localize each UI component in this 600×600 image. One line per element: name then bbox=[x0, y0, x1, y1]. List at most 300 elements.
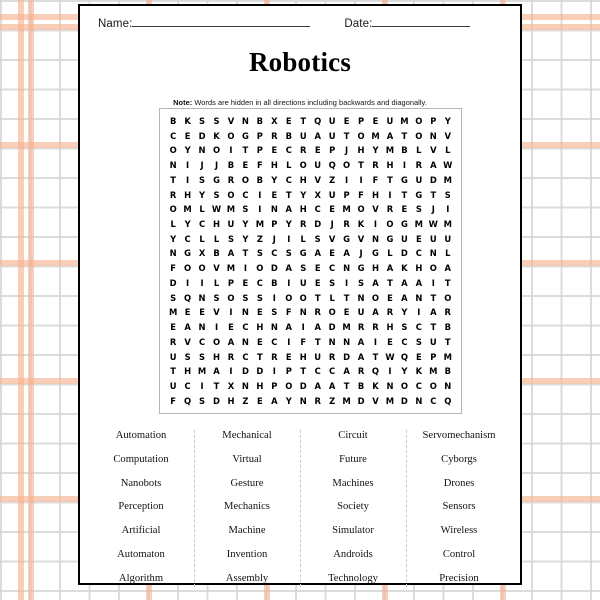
grid-letter[interactable]: Y bbox=[444, 116, 451, 126]
grid-letter[interactable]: R bbox=[169, 336, 177, 347]
grid-letter[interactable]: Q bbox=[400, 351, 408, 362]
grid-letter[interactable]: J bbox=[345, 145, 349, 156]
grid-letter[interactable]: I bbox=[214, 322, 219, 333]
grid-letter[interactable]: A bbox=[386, 130, 394, 141]
grid-letter[interactable]: W bbox=[385, 351, 395, 362]
grid-letter[interactable]: B bbox=[213, 248, 220, 259]
grid-letter[interactable]: E bbox=[228, 322, 234, 333]
grid-letter[interactable]: V bbox=[357, 233, 365, 244]
grid-letter[interactable]: N bbox=[343, 336, 351, 347]
grid-letter[interactable]: V bbox=[444, 130, 451, 141]
grid-letter[interactable]: E bbox=[329, 248, 335, 259]
grid-letter[interactable]: A bbox=[401, 292, 408, 303]
grid-letter[interactable]: O bbox=[357, 204, 365, 215]
grid-letter[interactable]: P bbox=[430, 351, 437, 362]
grid-letter[interactable]: D bbox=[400, 248, 408, 259]
grid-letter[interactable]: Q bbox=[184, 292, 192, 303]
grid-letter[interactable]: E bbox=[170, 322, 177, 333]
grid-letter[interactable]: N bbox=[270, 204, 278, 215]
grid-letter[interactable]: D bbox=[213, 395, 220, 406]
grid-letter[interactable]: V bbox=[227, 116, 235, 126]
grid-letter[interactable]: M bbox=[197, 366, 207, 377]
grid-letter[interactable]: P bbox=[285, 366, 292, 377]
grid-letter[interactable]: E bbox=[184, 130, 191, 141]
word-list-item[interactable]: Cyborgs bbox=[441, 453, 477, 465]
grid-letter[interactable]: B bbox=[271, 277, 278, 288]
grid-letter[interactable]: O bbox=[429, 263, 437, 274]
grid-letter[interactable]: C bbox=[329, 366, 336, 377]
grid-letter[interactable]: I bbox=[417, 307, 421, 318]
grid-letter[interactable]: G bbox=[241, 130, 249, 141]
grid-letter[interactable]: U bbox=[328, 130, 336, 141]
grid-letter[interactable]: G bbox=[299, 248, 307, 259]
grid-letter[interactable]: I bbox=[272, 292, 276, 303]
grid-letter[interactable]: Y bbox=[300, 189, 307, 200]
grid-letter[interactable]: D bbox=[256, 366, 264, 377]
grid-letter[interactable]: I bbox=[345, 174, 349, 185]
grid-letter[interactable]: O bbox=[285, 380, 293, 391]
word-list-item[interactable]: Society bbox=[337, 501, 369, 513]
grid-letter[interactable]: S bbox=[213, 116, 220, 126]
grid-letter[interactable]: Y bbox=[372, 145, 379, 156]
grid-letter[interactable]: O bbox=[415, 130, 423, 141]
grid-letter[interactable]: S bbox=[415, 204, 422, 215]
grid-letter[interactable]: M bbox=[400, 116, 409, 126]
grid-letter[interactable]: F bbox=[300, 336, 307, 347]
word-list-item[interactable]: Sensors bbox=[442, 501, 476, 513]
grid-letter[interactable]: T bbox=[430, 322, 437, 333]
grid-letter[interactable]: G bbox=[415, 189, 423, 200]
grid-letter[interactable]: Y bbox=[285, 219, 292, 230]
grid-letter[interactable]: N bbox=[241, 380, 249, 391]
grid-letter[interactable]: V bbox=[430, 145, 437, 156]
grid-letter[interactable]: I bbox=[272, 366, 276, 377]
grid-letter[interactable]: Y bbox=[242, 219, 249, 230]
grid-letter[interactable]: W bbox=[443, 160, 453, 171]
grid-letter[interactable]: I bbox=[345, 277, 349, 288]
grid-letter[interactable]: L bbox=[300, 233, 306, 244]
grid-letter[interactable]: T bbox=[444, 277, 451, 288]
grid-letter[interactable]: T bbox=[213, 380, 220, 391]
grid-letter[interactable]: M bbox=[342, 395, 351, 406]
grid-letter[interactable]: E bbox=[343, 116, 350, 126]
grid-letter[interactable]: O bbox=[299, 292, 307, 303]
grid-letter[interactable]: C bbox=[242, 351, 249, 362]
grid-letter[interactable]: L bbox=[199, 233, 205, 244]
grid-letter[interactable]: O bbox=[285, 292, 293, 303]
word-list-item[interactable]: Technology bbox=[328, 572, 378, 584]
grid-letter[interactable]: S bbox=[256, 248, 263, 259]
grid-letter[interactable]: B bbox=[256, 174, 264, 185]
word-list-item[interactable]: Perception bbox=[118, 501, 164, 513]
grid-letter[interactable]: A bbox=[213, 366, 220, 377]
grid-letter[interactable]: I bbox=[200, 380, 204, 391]
grid-letter[interactable]: A bbox=[271, 395, 278, 406]
word-list-item[interactable]: Wireless bbox=[440, 525, 478, 537]
word-list-item[interactable]: Simulator bbox=[332, 525, 374, 537]
grid-letter[interactable]: R bbox=[444, 307, 451, 318]
grid-letter[interactable]: A bbox=[415, 277, 423, 288]
grid-letter[interactable]: N bbox=[371, 233, 379, 244]
grid-letter[interactable]: I bbox=[373, 336, 378, 347]
grid-letter[interactable]: H bbox=[213, 219, 221, 230]
grid-letter[interactable]: N bbox=[270, 322, 278, 333]
grid-letter[interactable]: V bbox=[328, 233, 336, 244]
word-list-item[interactable]: Mechanical bbox=[222, 430, 272, 441]
grid-letter[interactable]: V bbox=[213, 263, 220, 274]
grid-letter[interactable]: T bbox=[387, 277, 393, 288]
date-input-rule[interactable] bbox=[372, 16, 470, 27]
grid-letter[interactable]: G bbox=[357, 263, 365, 274]
grid-letter[interactable]: Z bbox=[329, 174, 336, 185]
grid-letter[interactable]: R bbox=[372, 160, 379, 171]
grid-letter[interactable]: A bbox=[314, 322, 321, 333]
grid-letter[interactable]: A bbox=[227, 248, 235, 259]
grid-letter[interactable]: T bbox=[242, 145, 249, 156]
grid-letter[interactable]: C bbox=[285, 145, 292, 156]
grid-letter[interactable]: C bbox=[170, 130, 177, 141]
grid-letter[interactable]: I bbox=[229, 307, 233, 318]
grid-letter[interactable]: I bbox=[287, 336, 291, 347]
grid-letter[interactable]: H bbox=[184, 189, 192, 200]
grid-letter[interactable]: I bbox=[301, 322, 305, 333]
grid-letter[interactable]: S bbox=[213, 292, 220, 303]
grid-letter[interactable]: U bbox=[169, 380, 177, 391]
grid-letter[interactable]: Y bbox=[184, 145, 191, 156]
grid-letter[interactable]: X bbox=[198, 248, 206, 259]
grid-letter[interactable]: J bbox=[359, 248, 363, 259]
grid-letter[interactable]: I bbox=[431, 277, 435, 288]
grid-letter[interactable]: M bbox=[342, 204, 351, 215]
grid-letter[interactable]: H bbox=[270, 160, 278, 171]
grid-letter[interactable]: O bbox=[415, 116, 423, 126]
grid-letter[interactable]: H bbox=[227, 395, 235, 406]
grid-letter[interactable]: N bbox=[241, 336, 249, 347]
grid-letter[interactable]: O bbox=[429, 380, 437, 391]
word-list-item[interactable]: Invention bbox=[226, 548, 268, 560]
grid-letter[interactable]: N bbox=[444, 380, 452, 391]
grid-letter[interactable]: I bbox=[186, 277, 190, 288]
grid-letter[interactable]: I bbox=[287, 277, 291, 288]
grid-letter[interactable]: A bbox=[343, 366, 350, 377]
grid-letter[interactable]: U bbox=[386, 116, 394, 126]
grid-letter[interactable]: M bbox=[443, 219, 452, 230]
grid-letter[interactable]: G bbox=[213, 174, 220, 185]
grid-letter[interactable]: B bbox=[169, 116, 177, 126]
word-list-item[interactable]: Circuit bbox=[338, 430, 368, 441]
grid-letter[interactable]: S bbox=[199, 395, 206, 406]
grid-letter[interactable]: Y bbox=[401, 307, 408, 318]
grid-letter[interactable]: S bbox=[199, 116, 206, 126]
grid-letter[interactable]: R bbox=[314, 307, 321, 318]
grid-letter[interactable]: B bbox=[357, 380, 365, 391]
grid-letter[interactable]: Z bbox=[242, 395, 249, 406]
grid-letter[interactable]: E bbox=[415, 351, 422, 362]
grid-letter[interactable]: L bbox=[329, 292, 335, 303]
grid-letter[interactable]: E bbox=[257, 395, 263, 406]
grid-letter[interactable]: K bbox=[372, 380, 379, 391]
grid-letter[interactable]: E bbox=[184, 307, 191, 318]
grid-letter[interactable]: P bbox=[256, 130, 263, 141]
word-list-item[interactable]: Computation bbox=[113, 453, 169, 465]
grid-letter[interactable]: E bbox=[257, 336, 263, 347]
grid-letter[interactable]: O bbox=[357, 130, 365, 141]
grid-letter[interactable]: N bbox=[169, 248, 177, 259]
grid-letter[interactable]: I bbox=[373, 219, 378, 230]
grid-letter[interactable]: P bbox=[256, 145, 263, 156]
grid-letter[interactable]: F bbox=[170, 263, 177, 274]
grid-letter[interactable]: N bbox=[343, 263, 351, 274]
grid-letter[interactable]: T bbox=[343, 130, 350, 141]
grid-letter[interactable]: S bbox=[199, 174, 206, 185]
grid-letter[interactable]: O bbox=[400, 380, 408, 391]
grid-letter[interactable]: N bbox=[429, 130, 437, 141]
grid-letter[interactable]: U bbox=[314, 351, 322, 362]
grid-letter[interactable]: M bbox=[371, 130, 380, 141]
grid-letter[interactable]: A bbox=[285, 322, 293, 333]
grid-letter[interactable]: A bbox=[314, 248, 321, 259]
grid-letter[interactable]: I bbox=[229, 366, 233, 377]
grid-letter[interactable]: J bbox=[431, 204, 435, 215]
grid-letter[interactable]: R bbox=[169, 189, 177, 200]
grid-letter[interactable]: G bbox=[400, 219, 408, 230]
grid-letter[interactable]: B bbox=[285, 130, 292, 141]
grid-letter[interactable]: C bbox=[314, 204, 321, 215]
grid-letter[interactable]: G bbox=[184, 248, 192, 259]
grid-letter[interactable]: M bbox=[429, 366, 438, 377]
grid-letter[interactable]: E bbox=[271, 189, 278, 200]
grid-letter[interactable]: Y bbox=[285, 395, 292, 406]
grid-letter[interactable]: Q bbox=[314, 116, 322, 126]
grid-letter[interactable]: K bbox=[357, 219, 365, 230]
grid-letter[interactable]: C bbox=[314, 366, 321, 377]
word-list-item[interactable]: Algorithm bbox=[118, 572, 164, 584]
grid-letter[interactable]: T bbox=[372, 351, 379, 362]
grid-letter[interactable]: F bbox=[358, 189, 364, 200]
grid-letter[interactable]: J bbox=[214, 160, 219, 171]
grid-letter[interactable]: R bbox=[227, 174, 235, 185]
grid-letter[interactable]: T bbox=[358, 160, 364, 171]
grid-letter[interactable]: C bbox=[329, 263, 336, 274]
grid-letter[interactable]: T bbox=[401, 130, 408, 141]
grid-letter[interactable]: H bbox=[386, 322, 394, 333]
grid-letter[interactable]: T bbox=[170, 366, 176, 377]
grid-letter[interactable]: U bbox=[429, 336, 437, 347]
grid-letter[interactable]: N bbox=[299, 307, 307, 318]
grid-letter[interactable]: H bbox=[371, 189, 379, 200]
grid-letter[interactable]: C bbox=[415, 322, 422, 333]
grid-letter[interactable]: D bbox=[169, 277, 177, 288]
grid-letter[interactable]: Q bbox=[371, 366, 380, 377]
grid-letter[interactable]: I bbox=[287, 233, 291, 244]
grid-letter[interactable]: T bbox=[444, 336, 451, 347]
grid-letter[interactable]: A bbox=[430, 160, 437, 171]
grid-letter[interactable]: Y bbox=[271, 174, 278, 185]
grid-letter[interactable]: T bbox=[300, 366, 307, 377]
grid-letter[interactable]: I bbox=[200, 277, 204, 288]
grid-letter[interactable]: N bbox=[241, 307, 249, 318]
grid-letter[interactable]: G bbox=[386, 233, 394, 244]
grid-letter[interactable]: A bbox=[285, 263, 293, 274]
grid-letter[interactable]: B bbox=[227, 160, 235, 171]
grid-letter[interactable]: C bbox=[415, 248, 422, 259]
grid-letter[interactable]: R bbox=[227, 351, 235, 362]
grid-letter[interactable]: L bbox=[445, 248, 451, 259]
word-list-item[interactable]: Machine bbox=[228, 525, 266, 537]
grid-letter[interactable]: R bbox=[271, 351, 278, 362]
grid-letter[interactable]: L bbox=[213, 233, 220, 244]
grid-letter[interactable]: X bbox=[314, 189, 321, 200]
grid-letter[interactable]: Y bbox=[170, 233, 177, 244]
grid-letter[interactable]: C bbox=[271, 248, 278, 259]
grid-letter[interactable]: S bbox=[227, 233, 234, 244]
grid-letter[interactable]: A bbox=[357, 351, 365, 362]
grid-letter[interactable]: U bbox=[328, 189, 336, 200]
grid-letter[interactable]: E bbox=[387, 292, 393, 303]
grid-letter[interactable]: G bbox=[343, 233, 351, 244]
grid-letter[interactable]: E bbox=[257, 307, 263, 318]
grid-letter[interactable]: O bbox=[169, 204, 177, 215]
grid-letter[interactable]: S bbox=[415, 336, 422, 347]
grid-letter[interactable]: B bbox=[256, 116, 264, 126]
grid-letter[interactable]: S bbox=[329, 277, 336, 288]
grid-letter[interactable]: N bbox=[169, 160, 177, 171]
grid-letter[interactable]: N bbox=[198, 322, 206, 333]
word-list-item[interactable]: Gesture bbox=[230, 477, 264, 489]
grid-letter[interactable]: S bbox=[271, 307, 278, 318]
grid-letter[interactable]: S bbox=[213, 189, 220, 200]
word-list-item[interactable]: Automation bbox=[115, 430, 167, 441]
grid-letter[interactable]: E bbox=[285, 351, 292, 362]
grid-letter[interactable]: O bbox=[198, 263, 206, 274]
grid-letter[interactable]: P bbox=[271, 380, 278, 391]
grid-letter[interactable]: O bbox=[227, 292, 235, 303]
grid-letter[interactable]: I bbox=[359, 174, 363, 185]
grid-letter[interactable]: O bbox=[227, 189, 235, 200]
grid-letter[interactable]: Y bbox=[184, 219, 191, 230]
grid-letter[interactable]: R bbox=[386, 204, 394, 215]
grid-letter[interactable]: C bbox=[271, 336, 278, 347]
grid-letter[interactable]: R bbox=[300, 145, 307, 156]
word-list-item[interactable]: Drones bbox=[443, 477, 475, 489]
grid-letter[interactable]: D bbox=[343, 351, 351, 362]
grid-letter[interactable]: H bbox=[256, 380, 264, 391]
word-list-item[interactable]: Control bbox=[442, 548, 476, 560]
grid-letter[interactable]: B bbox=[444, 366, 451, 377]
grid-letter[interactable]: M bbox=[385, 145, 395, 156]
grid-letter[interactable]: I bbox=[402, 160, 406, 171]
grid-letter[interactable]: M bbox=[183, 204, 192, 215]
grid-letter[interactable]: H bbox=[184, 366, 192, 377]
grid-letter[interactable]: N bbox=[429, 248, 437, 259]
grid-letter[interactable]: Z bbox=[256, 233, 263, 244]
grid-letter[interactable]: M bbox=[342, 322, 351, 333]
grid-letter[interactable]: A bbox=[314, 130, 321, 141]
grid-letter[interactable]: L bbox=[416, 145, 422, 156]
grid-letter[interactable]: W bbox=[428, 219, 438, 230]
grid-letter[interactable]: U bbox=[429, 233, 437, 244]
grid-letter[interactable]: A bbox=[386, 263, 394, 274]
grid-letter[interactable]: R bbox=[372, 322, 379, 333]
grid-letter[interactable]: C bbox=[198, 219, 206, 230]
grid-letter[interactable]: C bbox=[430, 395, 437, 406]
grid-letter[interactable]: N bbox=[198, 145, 206, 156]
grid-letter[interactable]: R bbox=[271, 130, 278, 141]
grid-letter[interactable]: S bbox=[300, 263, 307, 274]
grid-letter[interactable]: P bbox=[227, 277, 235, 288]
grid-letter[interactable]: T bbox=[343, 292, 350, 303]
grid-letter[interactable]: D bbox=[429, 174, 437, 185]
grid-letter[interactable]: P bbox=[329, 145, 336, 156]
grid-letter[interactable]: E bbox=[242, 160, 249, 171]
grid-letter[interactable]: E bbox=[271, 145, 278, 156]
grid-letter[interactable]: H bbox=[357, 145, 365, 156]
grid-letter[interactable]: H bbox=[371, 263, 379, 274]
grid-letter[interactable]: D bbox=[198, 130, 206, 141]
grid-letter[interactable]: E bbox=[329, 204, 335, 215]
grid-letter[interactable]: F bbox=[285, 307, 292, 318]
grid-letter[interactable]: S bbox=[170, 292, 177, 303]
grid-letter[interactable]: Y bbox=[199, 189, 206, 200]
grid-letter[interactable]: A bbox=[227, 336, 235, 347]
grid-letter[interactable]: T bbox=[430, 292, 437, 303]
grid-letter[interactable]: T bbox=[257, 351, 263, 362]
grid-letter[interactable]: J bbox=[272, 233, 276, 244]
grid-letter[interactable]: V bbox=[213, 307, 220, 318]
grid-letter[interactable]: R bbox=[357, 322, 365, 333]
grid-letter[interactable]: L bbox=[170, 219, 176, 230]
grid-letter[interactable]: G bbox=[372, 248, 379, 259]
grid-letter[interactable]: M bbox=[443, 174, 452, 185]
grid-letter[interactable]: N bbox=[328, 336, 336, 347]
grid-letter[interactable]: Q bbox=[328, 160, 336, 171]
grid-letter[interactable]: H bbox=[213, 351, 221, 362]
grid-letter[interactable]: O bbox=[328, 307, 336, 318]
grid-letter[interactable]: O bbox=[444, 292, 452, 303]
grid-letter[interactable]: O bbox=[241, 174, 249, 185]
grid-letter[interactable]: O bbox=[343, 160, 351, 171]
grid-letter[interactable]: O bbox=[386, 219, 394, 230]
grid-letter[interactable]: C bbox=[184, 233, 191, 244]
grid-letter[interactable]: H bbox=[386, 160, 394, 171]
grid-letter[interactable]: R bbox=[357, 366, 365, 377]
grid-letter[interactable]: H bbox=[415, 263, 423, 274]
grid-letter[interactable]: E bbox=[199, 307, 205, 318]
grid-letter[interactable]: R bbox=[386, 307, 394, 318]
grid-letter[interactable]: Y bbox=[242, 233, 249, 244]
grid-letter[interactable]: T bbox=[314, 336, 321, 347]
grid-letter[interactable]: H bbox=[299, 204, 307, 215]
grid-letter[interactable]: U bbox=[400, 233, 408, 244]
word-list-item[interactable]: Androids bbox=[333, 548, 373, 560]
grid-letter[interactable]: V bbox=[372, 395, 379, 406]
word-list-item[interactable]: Nanobots bbox=[120, 477, 162, 489]
grid-letter[interactable]: N bbox=[415, 395, 423, 406]
grid-letter[interactable]: E bbox=[285, 116, 292, 126]
grid-letter[interactable]: S bbox=[358, 277, 365, 288]
grid-letter[interactable]: E bbox=[314, 263, 321, 274]
grid-letter[interactable]: L bbox=[213, 277, 220, 288]
grid-letter[interactable]: M bbox=[414, 219, 424, 230]
grid-letter[interactable]: H bbox=[256, 322, 264, 333]
grid-letter[interactable]: A bbox=[401, 277, 408, 288]
grid-letter[interactable]: R bbox=[328, 351, 336, 362]
grid-letter[interactable]: S bbox=[242, 204, 249, 215]
grid-letter[interactable]: O bbox=[256, 263, 264, 274]
word-list-item[interactable]: Assembly bbox=[225, 572, 269, 584]
grid-letter[interactable]: E bbox=[387, 336, 393, 347]
grid-letter[interactable]: T bbox=[314, 292, 321, 303]
